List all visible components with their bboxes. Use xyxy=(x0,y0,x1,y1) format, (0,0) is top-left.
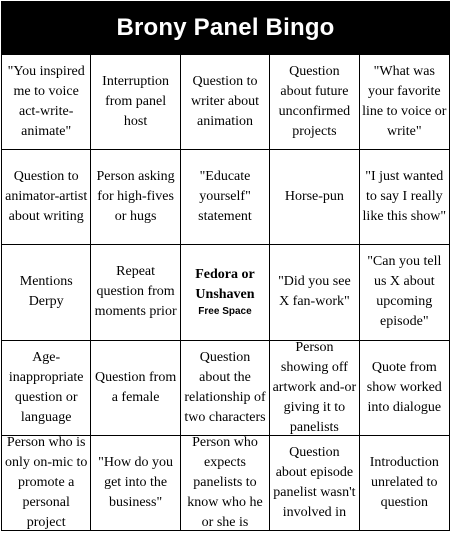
bingo-cell: "Educate yourself" statement xyxy=(181,150,270,245)
bingo-cell: "You inspired me to voice act-write-animate" xyxy=(2,55,91,150)
bingo-cell: Horse-pun xyxy=(270,150,359,245)
bingo-cell: Question about episode panelist wasn't involved in xyxy=(270,436,359,531)
bingo-cell: Age-inappropriate question or language xyxy=(2,341,91,436)
bingo-cell: Repeat question from moments prior xyxy=(91,245,180,340)
bingo-cell: Question about future unconfirmed projects xyxy=(270,55,359,150)
bingo-cell: Person asking for high-fives or hugs xyxy=(91,150,180,245)
bingo-cell: Question to writer about animation xyxy=(181,55,270,150)
bingo-cell: Interruption from panel host xyxy=(91,55,180,150)
bingo-cell: Introduction unrelated to question xyxy=(369,455,439,511)
bingo-card xyxy=(1,1,450,531)
bingo-cell: Person who is only on-mic to promote a personal project xyxy=(2,436,91,531)
bingo-cell: Quote from show worked into dialogue xyxy=(360,341,449,436)
bingo-cell: Mentions Derpy xyxy=(2,245,91,340)
bingo-cell: "What was your favorite line to voice or write" xyxy=(360,55,449,150)
free-space-cell xyxy=(181,245,270,340)
bingo-cell: "Can you tell us X about upcoming episode" xyxy=(360,245,449,340)
bingo-cell: Person who expects panelists to know who he or she is xyxy=(181,436,270,531)
bingo-cell: "I just wanted to say I really like this show" xyxy=(360,150,449,245)
bingo-cell: Question about the relationship of two characters xyxy=(181,341,270,436)
bingo-cell: Question from a female xyxy=(91,341,180,436)
bingo-cell: Person showing off artwork and-or giving it to panelists xyxy=(270,341,359,436)
bingo-cell: Question to animator-artist about writing xyxy=(2,150,91,245)
free-space-label: Fedora or Unshaven xyxy=(195,267,255,303)
free-space-caption: Free Space xyxy=(198,306,252,318)
bingo-title: Brony Panel Bingo xyxy=(2,2,449,54)
bingo-cell: "How do you get into the business" xyxy=(91,436,180,531)
bingo-grid xyxy=(2,54,449,531)
bingo-cell: "Did you see X fan-work" xyxy=(270,245,359,340)
